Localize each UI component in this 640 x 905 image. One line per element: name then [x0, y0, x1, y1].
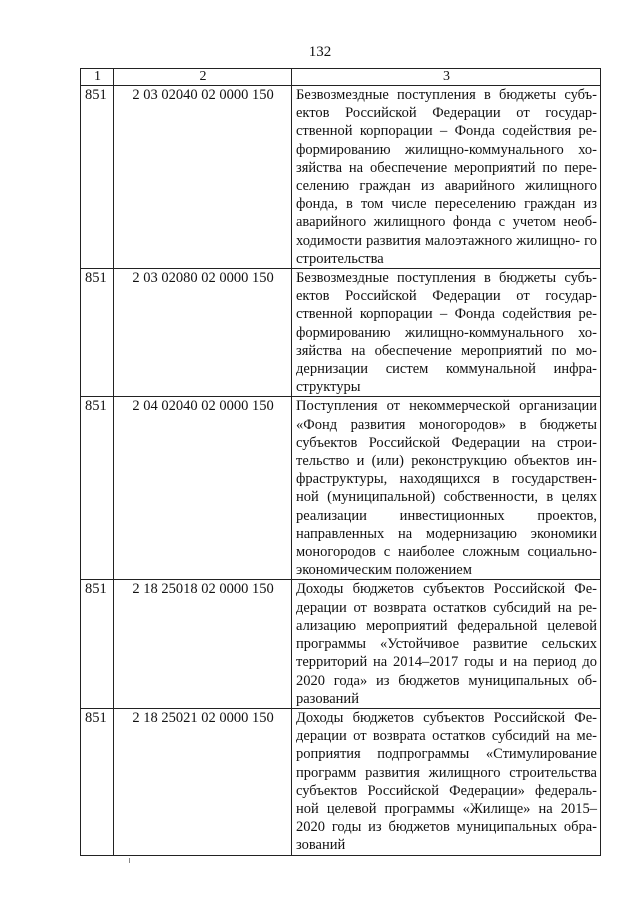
row-description: Доходы бюджетов субъектов Российской Фе- дерации от возврата остатков субсидий на ме- роприятия подпрограммы «Стимулирование программ развития жилищного строительства субъектов Российской Федерации» федераль- ной целевой программы «Жилище» на 2015– 2020 годы из бюджетов муниципальных обра- зований [292, 708, 601, 855]
scan-mark [129, 858, 130, 863]
row-description: Поступления от некоммерческой организации «Фонд развития моногородов» в бюджеты субъектов Российской Федерации на строи- тельство и (или) реконструкцию объектов ин- фраструктуры, находящихся в государствен- ной (муниципальной) собственности, в целях реализации инвестиционных проектов, направленных на модернизацию экономики моногородов с наиболее сложным социально- экономическим положением [292, 397, 601, 580]
table-row [81, 269, 601, 397]
table-body [81, 86, 601, 856]
row-admin-code: 851 [81, 269, 114, 397]
row-budget-code: 2 18 25021 02 0000 150 [114, 708, 292, 855]
row-description: Доходы бюджетов субъектов Российской Фе- дерации от возврата остатков субсидий на ре- ализацию мероприятий федеральной целевой программы «Устойчивое развитие сельских территорий на 2014–2017 годы и на период до 2020 года» из бюджетов муниципальных об- разований [292, 580, 601, 708]
column-header-1: 1 [81, 69, 114, 86]
table-row [81, 86, 601, 269]
row-budget-code: 2 04 02040 02 0000 150 [114, 397, 292, 580]
row-description: Безвозмездные поступления в бюджеты субъ- ектов Российской Федерации от государ- ственной корпорации – Фонда содействия ре- формированию жилищно-коммунального хо- зяйства на обеспечение мероприятий по пере- селению граждан из аварийного жилищного фонда, в том числе переселению граждан из аварийного жилищного фонда с учетом необ- ходимости развития малоэтажного жилищно- го строительства [292, 86, 601, 269]
row-admin-code: 851 [81, 397, 114, 580]
row-budget-code: 2 03 02040 02 0000 150 [114, 86, 292, 269]
table-header-row [81, 69, 601, 86]
table-row [81, 580, 601, 708]
column-header-3: 3 [292, 69, 601, 86]
row-admin-code: 851 [81, 708, 114, 855]
row-admin-code: 851 [81, 580, 114, 708]
budget-codes-table [80, 68, 601, 856]
row-admin-code: 851 [81, 86, 114, 269]
table-row [81, 708, 601, 855]
table-row [81, 397, 601, 580]
row-budget-code: 2 03 02080 02 0000 150 [114, 269, 292, 397]
row-description: Безвозмездные поступления в бюджеты субъ- ектов Российской Федерации от государ- ственной корпорации – Фонда содействия ре- формированию жилищно-коммунального хо- зяйства на обеспечение мероприятий по мо- дернизации систем коммунальной инфра- структуры [292, 269, 601, 397]
page-number: 132 [308, 44, 332, 60]
row-budget-code: 2 18 25018 02 0000 150 [114, 580, 292, 708]
column-header-2: 2 [114, 69, 292, 86]
